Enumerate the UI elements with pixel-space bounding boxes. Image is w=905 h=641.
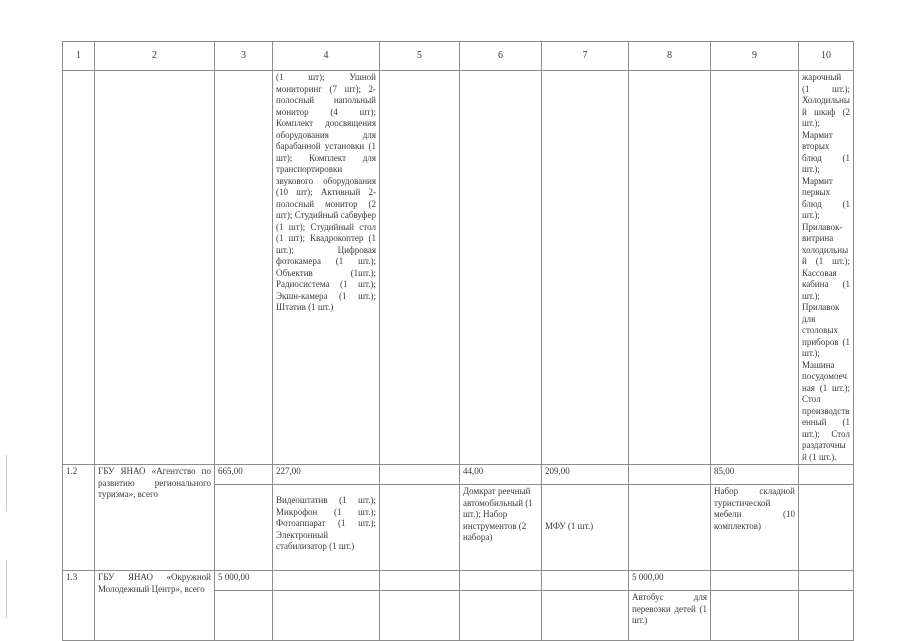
header-cell-2: 2 [95, 42, 215, 71]
cell-empty [215, 485, 273, 571]
header-cell-4: 4 [273, 42, 380, 71]
cell-empty [799, 465, 854, 485]
cell-empty [380, 485, 460, 571]
cell-empty [380, 591, 460, 641]
cell-empty [273, 571, 380, 591]
amount-col7: 209,00 [542, 465, 629, 485]
cell-empty [215, 591, 273, 641]
row-1-3-totals [63, 571, 854, 591]
budget-table [62, 41, 854, 641]
cell-empty [542, 571, 629, 591]
cell-empty [460, 71, 542, 465]
cell-empty [380, 71, 460, 465]
kitchen-equipment-cell: жарочный (1 шт.); Холодильный шкаф (2 шт.); Мармит вторых блюд (1 шт.); Мармит первых блюд (1 шт.); Прилавок-витрина холодильный (1 шт.); Кассовая кабина (1 шт.); Прилавок для столовых приборов (1 шт.); Машина посудомоечная (1 шт.); Стол производственный (1 шт.); Стол раздаточный (1 шт.). [799, 71, 854, 465]
amount-col8: 5 000,00 [629, 571, 711, 591]
equipment-list-cell: (1 шт); Ушной мониторинг (7 шт); 2-полосный напольный монитор (4 шт); Комплект доосвящения оборудования для барабанной установки (1 шт); Комплект для транспортировки звукового оборудования (10 шт); Активный 2-полосный монитор (2 шт); Студийный сабвуфер (1 шт); Студийный стол (1 шт); Квадрокоптер (1 шт.); Цифровая фотокамера (1 шт.); Объектив (1шт.); Радиосистема (1 шт.); Экшн-камера (1 шт.); Штатив (1 шт.) [273, 71, 380, 465]
cell-empty [799, 591, 854, 641]
total-amount: 5 000,00 [215, 571, 273, 591]
header-cell-1: 1 [63, 42, 95, 71]
cell-empty [460, 591, 542, 641]
amount-col6: 44,00 [460, 465, 542, 485]
amount-col9: 85,00 [711, 465, 799, 485]
header-cell-9: 9 [711, 42, 799, 71]
organization-name: ГБУ ЯНАО «Окружной Молодежный Центр», всего [95, 571, 215, 641]
details-col6: Домкрат реечный автомобильный (1 шт.); Набор инструментов (2 набора) [460, 485, 542, 571]
details-col9: Набор складной туристической мебели (10 комплектов) [711, 485, 799, 571]
header-cell-10: 10 [799, 42, 854, 71]
total-amount: 665,00 [215, 465, 273, 485]
cell-empty [380, 465, 460, 485]
cell-empty [711, 571, 799, 591]
details-col7: МФУ (1 шт.) [542, 485, 629, 571]
cell-empty [799, 485, 854, 571]
header-cell-5: 5 [380, 42, 460, 71]
row-number: 1.2 [63, 465, 95, 571]
row-number: 1.3 [63, 571, 95, 641]
cell-empty [629, 71, 711, 465]
cell-empty [542, 591, 629, 641]
organization-name: ГБУ ЯНАО «Агентство по развитию регионального туризма», всего [95, 465, 215, 571]
amount-col4: 227,00 [273, 465, 380, 485]
details-col4: Видеоштатив (1 шт.); Микрофон (1 шт.); Фотоаппарат (1 шт.); Электронный стабилизатор (1 шт.) [273, 485, 380, 571]
row-1-2-totals [63, 465, 854, 485]
margin-mark-top [6, 455, 7, 511]
margin-mark-bottom [6, 560, 7, 618]
cell-empty [542, 71, 629, 465]
cell-empty [95, 71, 215, 465]
continued-row [63, 71, 854, 465]
cell-empty [460, 571, 542, 591]
header-cell-3: 3 [215, 42, 273, 71]
header-cell-8: 8 [629, 42, 711, 71]
header-cell-7: 7 [542, 42, 629, 71]
cell-empty [711, 71, 799, 465]
header-row [63, 42, 854, 71]
cell-empty [273, 591, 380, 641]
cell-empty [799, 571, 854, 591]
cell-empty [711, 591, 799, 641]
cell-empty [215, 71, 273, 465]
cell-empty [629, 485, 711, 571]
header-cell-6: 6 [460, 42, 542, 71]
cell-empty [629, 465, 711, 485]
cell-empty [63, 71, 95, 465]
cell-empty [380, 571, 460, 591]
details-col8: Автобус для перевозки детей (1 шт.) [629, 591, 711, 641]
